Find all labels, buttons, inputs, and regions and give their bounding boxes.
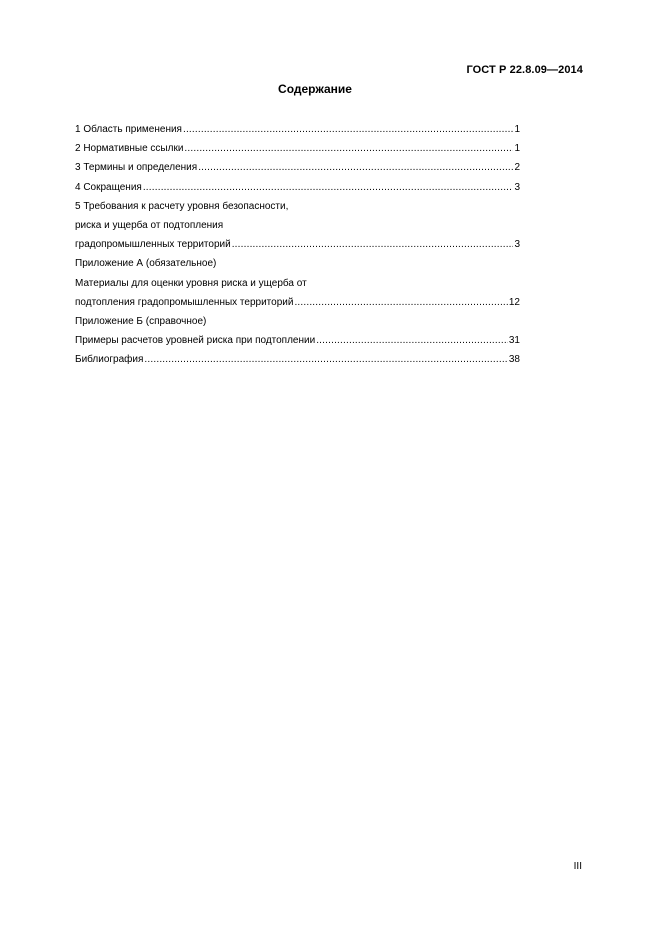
toc-entry-appendix-a-line-2[interactable]: [75, 293, 520, 312]
toc-entry-page: 2: [514, 162, 520, 174]
toc-entry-text: риска и ущерба от подтопления: [75, 219, 224, 231]
toc-entry-text: Примеры расчетов уровней риска при подтоплении: [75, 335, 316, 347]
toc-entry-requirements-line-3[interactable]: [75, 235, 520, 254]
toc-entry-text: градопромышленных территорий: [75, 239, 231, 251]
toc-entry-text: Приложение А (обязательное): [75, 258, 217, 270]
page-number: III: [573, 861, 582, 872]
toc-entry-text: 1 Область применения: [75, 124, 182, 135]
toc-entry-requirements-line-1[interactable]: [75, 197, 520, 216]
toc-entry-text: Приложение Б (справочное): [75, 315, 207, 327]
toc-entry-page: 38: [508, 354, 520, 366]
toc-entry-appendix-b-line-1[interactable]: [75, 331, 520, 350]
toc-entry-requirements-line-2[interactable]: [75, 216, 520, 235]
toc-entry-abbreviations[interactable]: [75, 178, 520, 197]
toc-entry-text: 2 Нормативные ссылки: [75, 143, 184, 155]
toc-leader-dots: [144, 350, 507, 369]
toc-entry-text: 4 Сокращения: [75, 181, 142, 193]
toc-entry-page: 12: [508, 296, 520, 308]
toc-entry-text: Библиография: [75, 354, 144, 366]
toc-entry-page: 31: [508, 335, 520, 347]
page-title: Содержание: [278, 82, 352, 96]
toc-leader-dots: [232, 235, 513, 254]
toc-leader-dots: [294, 293, 507, 312]
toc-entry-page: 1: [514, 143, 520, 155]
toc-entry-normative-references[interactable]: [75, 139, 520, 158]
toc-entry-appendix-a-heading[interactable]: [75, 254, 520, 273]
toc-leader-dots: [316, 331, 508, 350]
toc-leader-dots: [184, 139, 513, 158]
toc-entry-page: 3: [514, 239, 520, 251]
toc-entry-terms[interactable]: [75, 158, 520, 177]
toc-entry-appendix-a-line-1[interactable]: [75, 274, 520, 293]
toc-leader-dots: [198, 158, 513, 177]
standard-code: ГОСТ Р 22.8.09—2014: [466, 64, 583, 76]
table-of-contents: [75, 120, 520, 369]
toc-leader-dots: [183, 120, 513, 139]
toc-entry-text: 5 Требования к расчету уровня безопасности,: [75, 200, 289, 212]
toc-leader-dots: [143, 178, 513, 197]
toc-entry-scope[interactable]: [75, 120, 520, 139]
toc-entry-text: подтопления градопромышленных территорий: [75, 296, 294, 308]
toc-entry-text: 3 Термины и определения: [75, 162, 198, 174]
toc-entry-appendix-b-heading[interactable]: [75, 312, 520, 331]
toc-entry-page: 1: [514, 124, 520, 135]
toc-entry-page: 3: [514, 181, 520, 193]
toc-entry-text: Материалы для оценки уровня риска и ущерба от: [75, 277, 307, 289]
toc-entry-bibliography[interactable]: [75, 350, 520, 369]
